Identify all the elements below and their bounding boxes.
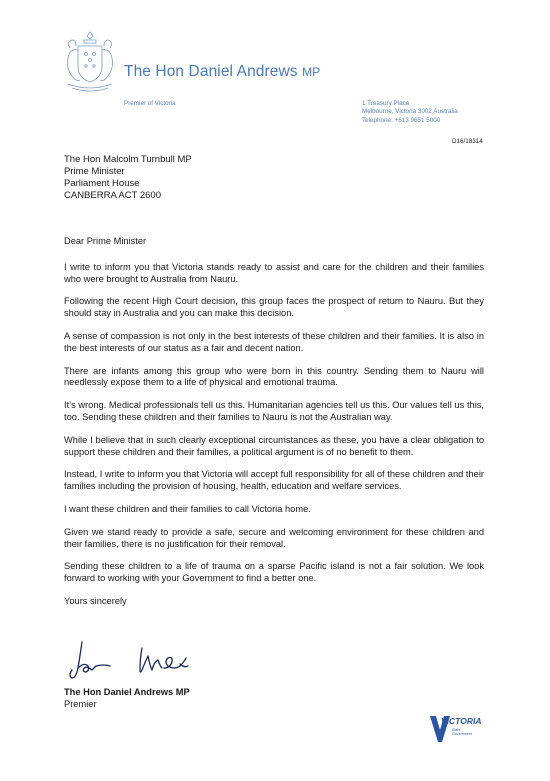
- paragraph: I write to inform you that Victoria stands ready to assist and care for the children and their families who were brought to Australia from Nauru.: [64, 261, 484, 284]
- letterhead-name-text: The Hon Daniel Andrews: [124, 63, 298, 80]
- closing: Yours sincerely: [64, 595, 127, 606]
- salutation: Dear Prime Minister: [64, 236, 147, 246]
- address-line: Telephone: +613 9651 5000: [362, 116, 441, 124]
- signer-name: The Hon Daniel Andrews MP: [64, 687, 190, 697]
- paragraph: Following the recent High Court decision, this group faces the prospect of return to Nauru. But they should stay in Australia and you can make this decision.: [64, 296, 484, 319]
- logo-subtitle: [452, 728, 472, 737]
- logo-subtitle-line: Government: [452, 732, 472, 737]
- recipient-block: [64, 154, 192, 202]
- paragraph: I want these children and their families to call Victoria home.: [64, 503, 311, 514]
- coat-of-arms-icon: [62, 28, 118, 94]
- letterhead-address: [362, 100, 458, 125]
- signer-block: [64, 687, 190, 711]
- logo-wordmark: VICTORIA: [441, 716, 482, 726]
- address-line: Melbourne, Victoria 3002 Australia: [362, 108, 458, 116]
- document-reference: D16/18314: [452, 138, 483, 145]
- recipient-line: The Hon Malcolm Turnbull MP: [64, 154, 192, 165]
- recipient-line: Prime Minister: [64, 166, 125, 177]
- recipient-line: CANBERRA ACT 2600: [64, 190, 161, 201]
- paragraph: Sending these children to a life of trauma on a sparse Pacific island is not a fair solution. We look forward to working with your Government to find a better one.: [64, 561, 484, 584]
- letter-body: [64, 236, 484, 619]
- recipient-line: Parliament House: [64, 178, 140, 189]
- paragraph: It’s wrong. Medical professionals tell us this. Humanitarian agencies tell us this. Our values tell us this, too. Sending these children and their families to Nauru is not the Australian way.: [64, 400, 484, 422]
- paragraph: Given we stand ready to provide a safe, secure and welcoming environment for these children and their families, there is no justification for their removal.: [64, 526, 484, 549]
- paragraph: Instead, I write to inform you that Victoria will accept full responsibility for all of these children and their families including the provision of housing, health, education and welfare services.: [64, 469, 484, 492]
- paragraph: There are infants among this group who were born in this country. Sending them to Nauru will needlessly expose them to a life of physical and emotional trauma.: [64, 365, 484, 388]
- paragraph: A sense of compassion is not only in the best interests of these children and their families. It is also in the best interests of our status as a fair and decent nation.: [64, 330, 484, 353]
- letterhead-suffix: MP: [302, 65, 321, 79]
- letterhead-role: Premier of Victoria: [124, 100, 176, 107]
- paragraph: While I believe that in such clearly exceptional circumstances as these, you have a clear obligation to support these children and their families, a political argument is of no benefit to them.: [64, 434, 484, 457]
- handwritten-signature: [68, 636, 218, 686]
- signer-title: Premier: [64, 698, 97, 709]
- letterhead-name: [124, 63, 320, 81]
- address-line: 1 Treasury Place: [362, 100, 410, 107]
- logo-subtitle-line: State: [452, 728, 461, 732]
